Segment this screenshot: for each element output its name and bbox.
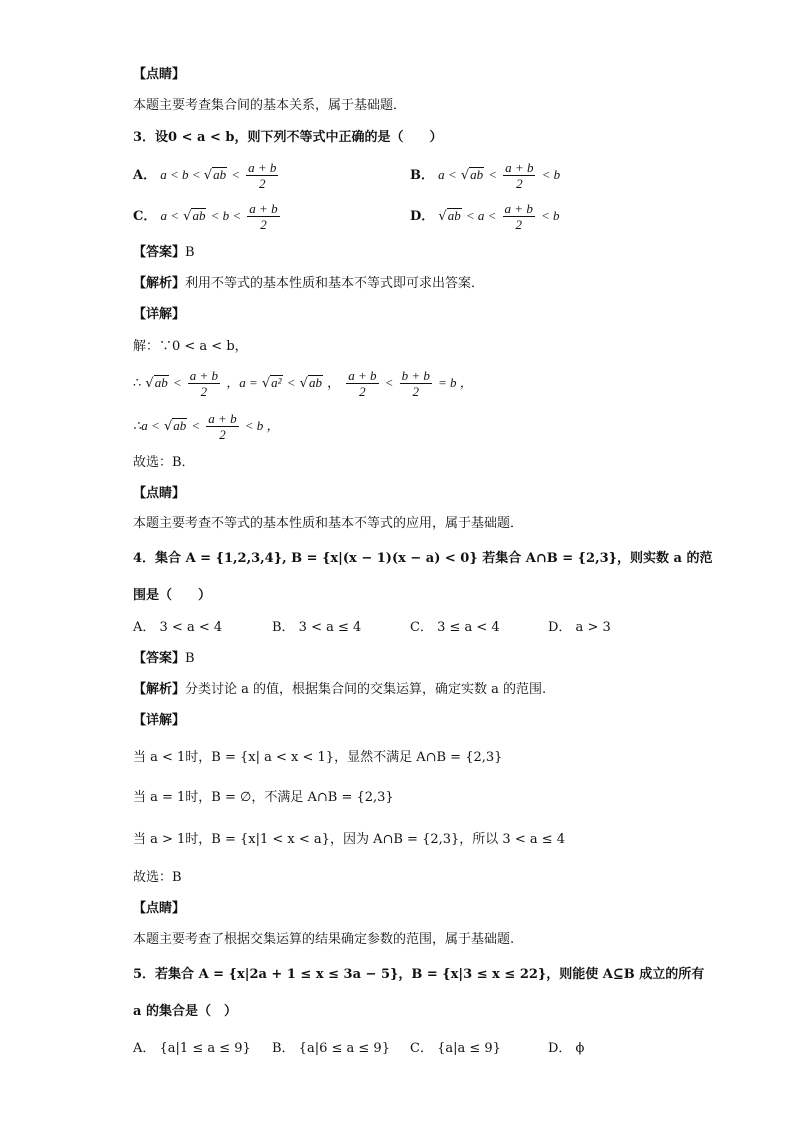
numerator: a + b: [189, 368, 219, 383]
q3-note-tag: 【点睛】: [133, 486, 186, 501]
q4-note: 本题主要考查了根据交集运算的结果确定参数的范围，属于基础题.: [133, 932, 515, 947]
q3-option-c: [133, 201, 282, 232]
q3-option-b: [410, 160, 560, 191]
analysis-tag: 【解析】: [133, 682, 186, 697]
q4-note-tag: 【点睛】: [133, 901, 186, 916]
analysis-text: 利用不等式的基本性质和基本不等式即可求出答案．: [185, 276, 485, 291]
sqrt: √ab: [145, 375, 168, 391]
q5-option-a: A． {a|1 ≤ a ≤ 9}: [133, 1041, 251, 1056]
denominator: 2: [412, 384, 419, 399]
radicand: ab: [192, 208, 206, 223]
denominator: 2: [219, 427, 226, 442]
expr: ∴: [133, 376, 142, 391]
radicand: ab: [470, 167, 484, 182]
q3-solution-line-3: [133, 411, 280, 442]
numerator: a + b: [208, 411, 237, 426]
radicand: ab: [173, 418, 187, 433]
answer-value: B: [185, 245, 195, 260]
fraction: [346, 368, 378, 399]
expr: < b: [541, 167, 561, 182]
q3-solution-line-2: [133, 368, 473, 399]
radicand: ab: [447, 208, 461, 223]
q4-choose: 故选：B: [133, 870, 182, 885]
q5-option-c: C． {a|a ≤ 9}: [410, 1041, 501, 1056]
option-label: D．: [410, 209, 435, 224]
numerator: a + b: [504, 201, 533, 216]
q3-option-a: [133, 160, 280, 191]
q4-case-2: 当 a = 1时，B = ∅，不满足 A∩B = {2,3}: [133, 790, 394, 805]
q3-stem: 3．设0 < a < b，则下列不等式中正确的是（ ）: [133, 130, 443, 145]
expr: a < b <: [160, 167, 204, 182]
expr: = b ，: [438, 375, 473, 390]
denominator: 2: [515, 217, 522, 232]
fraction: [247, 201, 279, 232]
radicand: ab: [213, 167, 227, 182]
q4-option-d: D． a > 3: [548, 620, 611, 635]
expr: <: [191, 418, 201, 433]
option-label: C．: [133, 209, 157, 224]
q4-option-c: C． 3 ≤ a < 4: [410, 620, 500, 635]
expr: < a <: [465, 208, 497, 223]
fraction: [206, 411, 238, 442]
radicand: ab: [154, 375, 168, 390]
denominator: 2: [260, 217, 267, 232]
answer-tag: 【答案】: [133, 651, 186, 666]
q4-stem-line-2: 围是（ ）: [133, 588, 212, 603]
numerator: a + b: [505, 160, 534, 175]
expr: <: [231, 167, 240, 182]
q3-analysis: [133, 275, 484, 293]
q4-case-1: 当 a < 1时，B = {x| a < x < 1}，显然不满足 A∩B = {2,3}: [133, 750, 503, 765]
q3-detail-tag: 【详解】: [133, 307, 186, 322]
q4-stem-line-1: 4．集合 A = {1,2,3,4}, B = {x|(x − 1)(x − a) < 0} 若集合 A∩B = {2,3}，则实数 a 的范: [133, 551, 713, 566]
sqrt: √ab: [438, 208, 461, 224]
expr: <: [286, 375, 296, 390]
q3-note: 本题主要考查不等式的基本性质和基本不等式的应用，属于基础题．: [133, 516, 524, 531]
fraction: [400, 368, 432, 399]
answer-tag: 【答案】: [133, 245, 186, 260]
denominator: 2: [259, 176, 266, 191]
numerator: b + b: [401, 368, 430, 383]
q4-option-b: B． 3 < a ≤ 4: [272, 620, 362, 635]
q3-choose: 故选：B．: [133, 455, 195, 470]
q4-analysis: [133, 681, 546, 699]
expr: < b <: [210, 208, 242, 223]
fraction: [503, 160, 535, 191]
radicand: ab: [308, 375, 322, 390]
fraction: [188, 368, 220, 399]
expr: < b: [540, 208, 560, 223]
q4-option-a: A． 3 < a < 4: [133, 620, 223, 635]
sqrt: √ab: [203, 167, 227, 183]
radicand: a²: [271, 375, 282, 390]
option-label: A．: [133, 168, 157, 183]
expr: <: [488, 167, 498, 182]
denominator: 2: [516, 176, 523, 191]
answer-value: B: [185, 651, 195, 666]
q4-case-3: 当 a > 1时，B = {x|1 < x < a}，因为 A∩B = {2,3}，所以 3 < a ≤ 4: [133, 832, 566, 847]
numerator: a + b: [348, 368, 377, 383]
q5-stem-line-1: 5．若集合 A = {x|2a + 1 ≤ x ≤ 3a − 5}，B = {x|3 ≤ x ≤ 22}，则能使 A⊆B 成立的所有: [133, 967, 705, 982]
expr: ∴a <: [133, 418, 160, 433]
sqrt: √ab: [460, 167, 484, 183]
fraction: [503, 201, 535, 232]
sqrt: √ab: [183, 208, 206, 224]
fraction: [246, 160, 278, 191]
summary-text: 本题主要考查集合间的基本关系，属于基础题．: [133, 98, 407, 113]
q3-solution-line-1: 解：∵0 < a < b，: [133, 339, 248, 354]
expr: a <: [438, 167, 457, 182]
expr: < b ，: [244, 418, 280, 433]
expr: <: [384, 375, 394, 390]
q4-detail-tag: 【详解】: [133, 713, 186, 728]
analysis-tag: 【解析】: [133, 276, 186, 291]
sqrt: √a²: [261, 375, 282, 391]
numerator: a + b: [249, 201, 278, 216]
q5-stem-line-2: a 的集合是（ ）: [133, 1004, 237, 1019]
analysis-text: 分类讨论 a 的值，根据集合间的交集运算，确定实数 a 的范围.: [185, 682, 547, 697]
denominator: 2: [200, 384, 208, 399]
denominator: 2: [359, 384, 366, 399]
expr: <: [172, 375, 182, 390]
q3-option-d: [410, 201, 560, 232]
expr: a <: [160, 208, 180, 223]
q5-option-d: D． ϕ: [548, 1041, 585, 1056]
option-label: B．: [410, 168, 434, 183]
numerator: a + b: [248, 160, 277, 175]
q4-answer: [133, 650, 195, 668]
section-tag-dianjing: 【点睛】: [133, 67, 186, 82]
q5-option-b: B． {a|6 ≤ a ≤ 9}: [272, 1041, 390, 1056]
expr: ，a =: [226, 375, 258, 390]
q3-answer: [133, 244, 195, 262]
sqrt: √ab: [299, 375, 322, 391]
expr: ，: [327, 376, 341, 391]
sqrt: √ab: [163, 418, 187, 434]
